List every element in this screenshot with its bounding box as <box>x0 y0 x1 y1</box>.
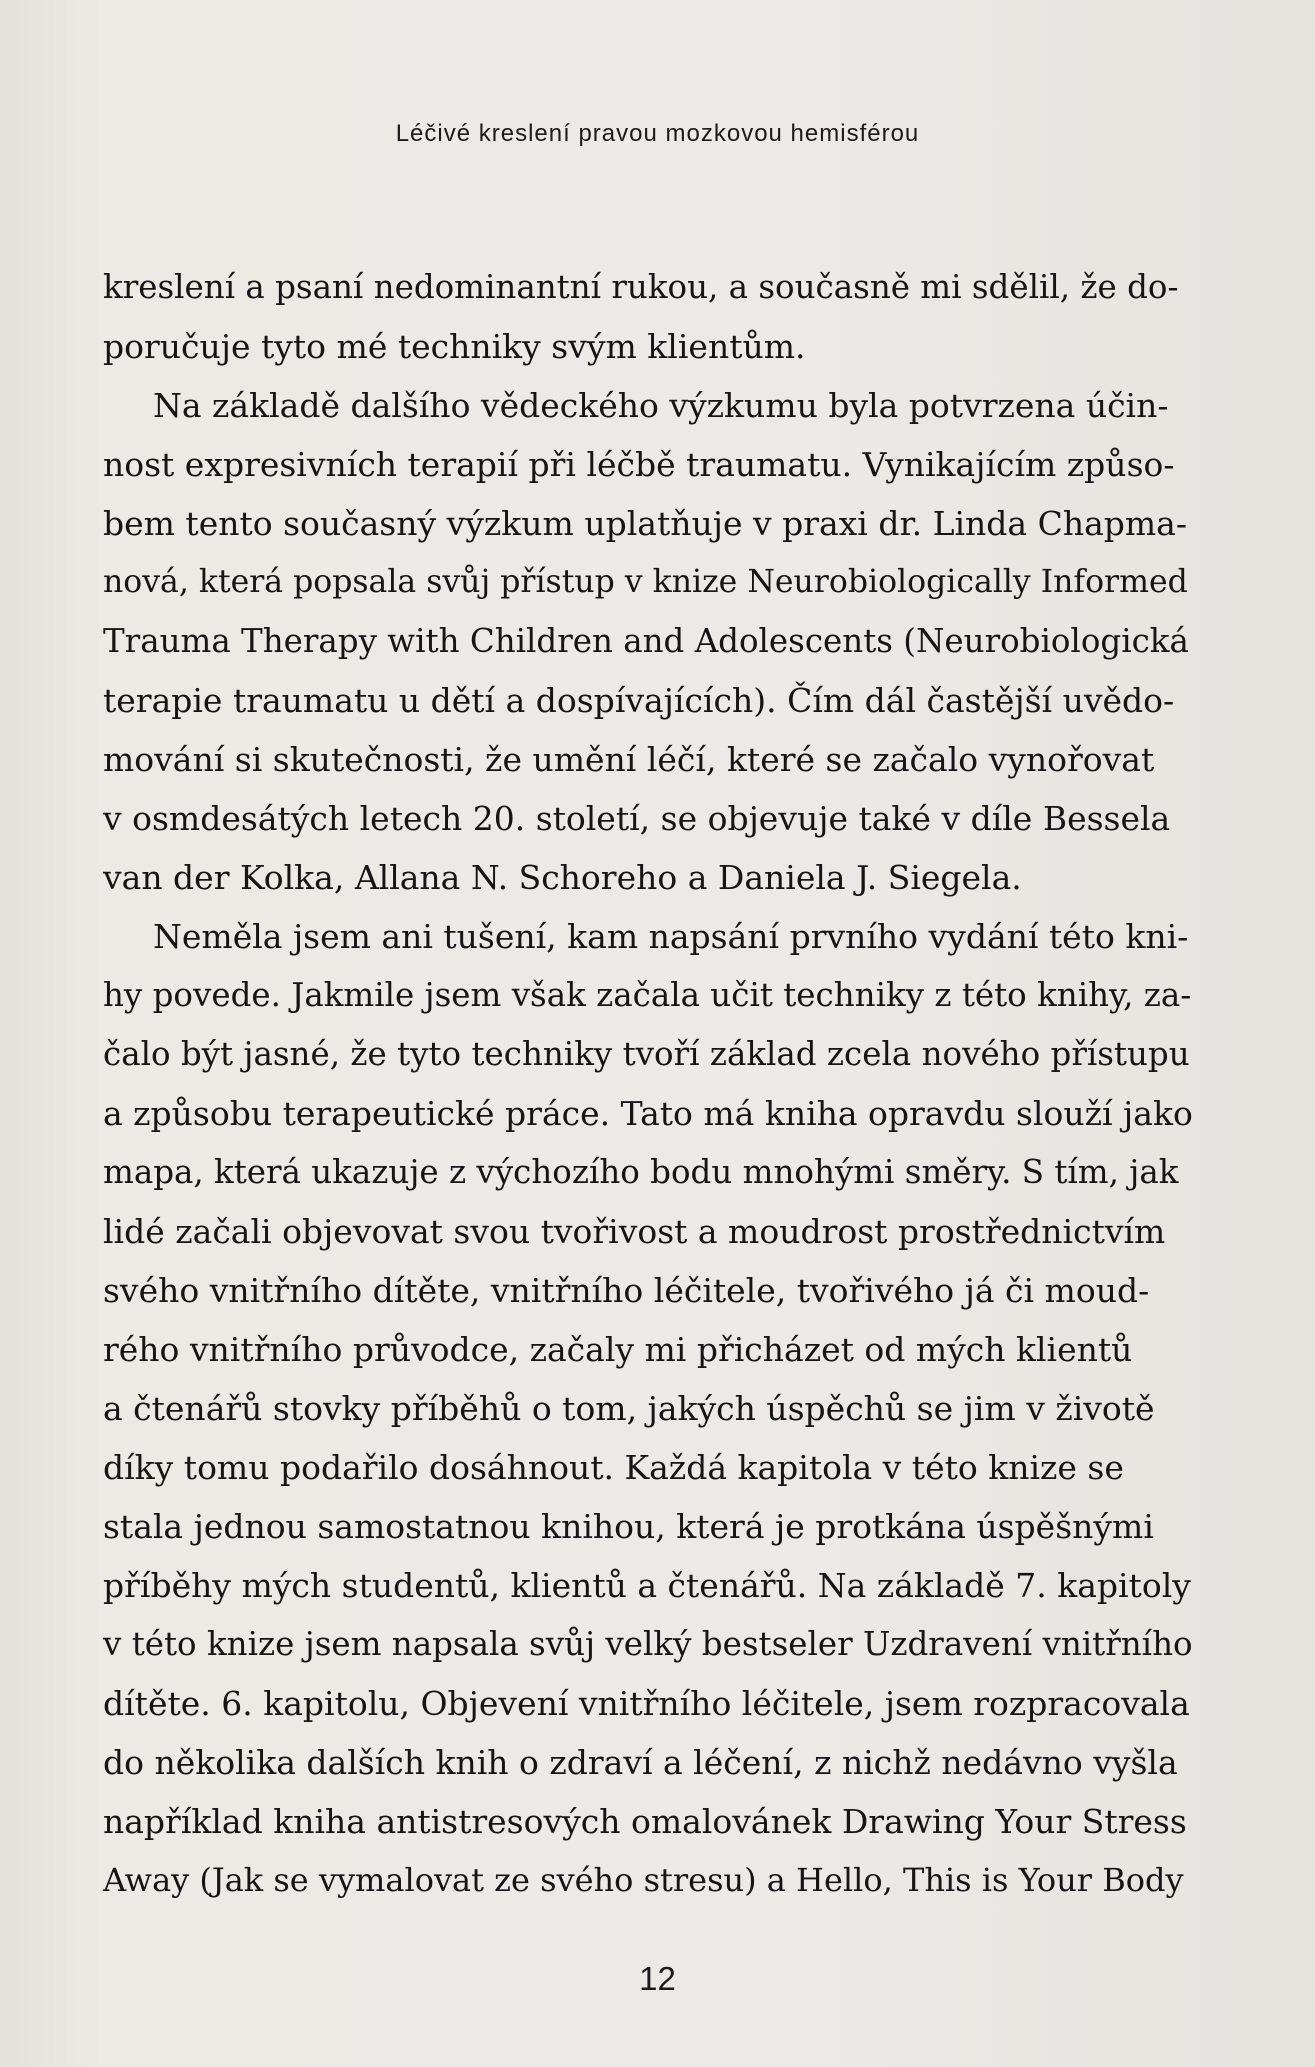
text-line: kreslení a psaní nedominantní rukou, a současně mi sdělil, že do- <box>103 268 1179 306</box>
text-line: a čtenářů stovky příběhů o tom, jakých úspěchů se jim v životě <box>103 1389 1155 1428</box>
text-line: nost expresivních terapií při léčbě traumatu. Vynikajícím způso- <box>103 445 1175 484</box>
text-line: svého vnitřního dítěte, vnitřního léčitele, tvořivého já či moud- <box>103 1271 1150 1310</box>
text-line: do několika dalších knih o zdraví a léčení, z nichž nedávno vyšla <box>103 1743 1178 1782</box>
text-line: van der Kolka, Allana N. Schoreho a Daniela J. Siegela. <box>103 858 1022 897</box>
text-line: nová, která popsala svůj přístup v knize Neurobiologically Informed <box>103 564 1188 600</box>
text-line: v osmdesátých letech 20. století, se objevuje také v díle Bessela <box>103 799 1171 838</box>
text-line: poručuje tyto mé techniky svým klientům. <box>103 327 806 366</box>
text-line: mování si skutečnosti, že umění léčí, které se začalo vynořovat <box>103 740 1155 779</box>
paragraph-2 <box>103 376 1193 907</box>
body-text <box>103 258 1193 1910</box>
text-line: stala jednou samostatnou knihou, která je protkána úspěšnými <box>103 1507 1154 1546</box>
text-line: terapie traumatu u dětí a dospívajících). Čím dál častější uvědo- <box>103 681 1175 720</box>
text-line: Na základě dalšího vědeckého výzkumu byla potvrzena účin- <box>153 386 1169 425</box>
text-line: hy povede. Jakmile jsem však začala učit techniky z této knihy, za- <box>103 976 1192 1014</box>
text-line: dítěte. 6. kapitolu, Objevení vnitřního léčitele, jsem rozpracovala <box>103 1684 1190 1723</box>
paragraph-3 <box>103 907 1193 1910</box>
text-line: lidé začali objevovat svou tvořivost a moudrost prostřednictvím <box>103 1212 1166 1251</box>
text-line: rého vnitřního průvodce, začaly mi přicházet od mých klientů <box>103 1330 1133 1369</box>
text-line: například kniha antistresových omalovánek Drawing Your Stress <box>103 1802 1187 1841</box>
running-header-title: Léčivé kreslení pravou mozkovou hemisférou <box>395 120 920 147</box>
text-line: čalo být jasné, že tyto techniky tvoří základ zcela nového přístupu <box>103 1035 1190 1073</box>
text-line: mapa, která ukazuje z výchozího bodu mnohými směry. S tím, jak <box>103 1153 1179 1191</box>
text-line: a způsobu terapeutické práce. Tato má kniha opravdu slouží jako <box>103 1094 1193 1133</box>
text-line: Neměla jsem ani tušení, kam napsání prvního vydání této kni- <box>153 917 1189 956</box>
paragraph-1 <box>103 258 1193 376</box>
text-line: Away (Jak se vymalovat ze svého stresu) a Hello, This is Your Body <box>103 1861 1184 1899</box>
page-number: 12 <box>639 1960 676 1997</box>
text-line: díky tomu podařilo dosáhnout. Každá kapitola v této knize se <box>103 1448 1124 1487</box>
text-line: bem tento současný výzkum uplatňuje v praxi dr. Linda Chapma- <box>103 504 1188 543</box>
text-line: v této knize jsem napsala svůj velký bestseler Uzdravení vnitřního <box>103 1625 1193 1663</box>
text-line: Trauma Therapy with Children and Adolescents (Neurobiologická <box>103 622 1189 660</box>
text-line: příběhy mých studentů, klientů a čtenářů. Na základě 7. kapitoly <box>103 1566 1191 1605</box>
